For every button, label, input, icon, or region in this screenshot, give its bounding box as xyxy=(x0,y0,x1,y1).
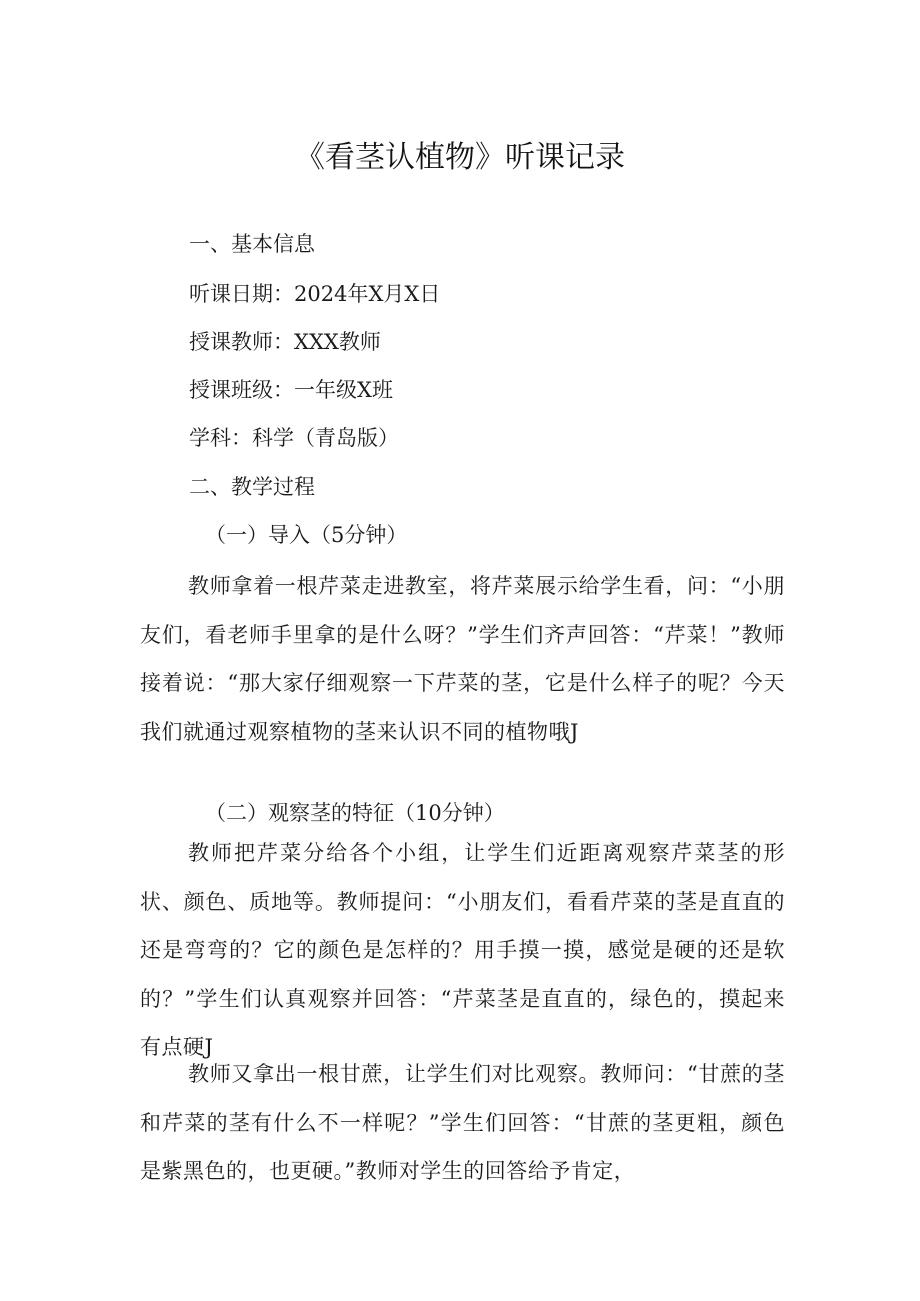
lesson-subject: 学科：科学（青岛版） xyxy=(189,426,399,450)
intro-paragraph: 教师拿着一根芹菜走进教室，将芹菜展示给学生看，问：“小朋友们，看老师手里拿的是什么呀？”学生们齐声回答：“芹菜！”教师接着说：“那大家仔细观察一下芹菜的茎，它是什么样子的呢？今天我们就通过观察植物的茎来认识不同的植物哦J xyxy=(140,574,785,744)
lesson-class: 授课班级：一年级X班 xyxy=(189,378,393,402)
part-heading-intro: （一）导入（5分钟） xyxy=(205,523,408,547)
section-heading-teaching-process: 二、教学过程 xyxy=(189,475,315,499)
document-title: 《看茎认植物》听课记录 xyxy=(295,140,625,175)
lesson-date: 听课日期：2024年X月X日 xyxy=(189,282,441,306)
part-heading-observe-stem: （二）观察茎的特征（10分钟） xyxy=(205,801,505,825)
observe-paragraph-2: 教师又拿出一根甘蔗，让学生们对比观察。教师问：“甘蔗的茎和芹菜的茎有什么不一样呢？”学生们回答：“甘蔗的茎更粗，颜色是紫黑色的，也更硬。”教师对学生的回答给予肯定， xyxy=(140,1062,785,1183)
section-heading-basic-info: 一、基本信息 xyxy=(189,232,315,256)
observe-paragraph-1: 教师把芹菜分给各个小组，让学生们近距离观察芹菜茎的形状、颜色、质地等。教师提问：“小朋友们，看看芹菜的茎是直直的还是弯弯的？它的颜色是怎样的？用手摸一摸，感觉是硬的还是软的？”学生们认真观察并回答：“芹菜茎是直直的，绿色的，摸起来有点硬J xyxy=(140,841,785,1059)
lesson-teacher: 授课教师：XXX教师 xyxy=(189,330,381,354)
